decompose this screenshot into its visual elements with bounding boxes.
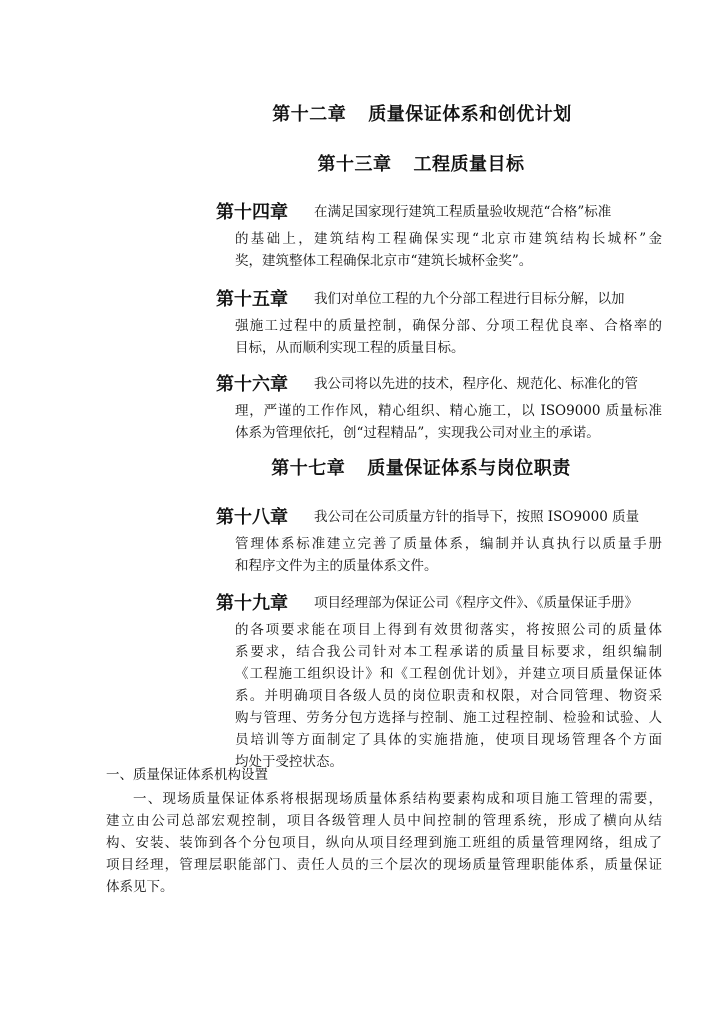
section-paragraph: [106, 788, 662, 898]
chapter-19-line: 购与管理、劳务分包方选择与控制、施工过程控制、检验和试验、人: [235, 710, 662, 726]
chapter-18-line: 管理体系标准建立完善了质量体系，编制并认真执行以质量手册: [235, 536, 662, 552]
paragraph-line: 构、安装、装饰到各个分包项目，纵向从项目经理到施工班组的质量管理网络，组成了: [106, 835, 662, 851]
chapter-13-number: 第十三章: [317, 154, 392, 175]
chapter-15-line: 强施工过程中的质量控制，确保分部、分项工程优良率、合格率的: [235, 318, 662, 334]
chapter-16-line: 体系为管理依托，创“过程精品”，实现我公司对业主的承诺。: [235, 425, 600, 441]
chapter-18-line: 和程序文件为主的质量体系文件。: [235, 558, 438, 574]
chapter-19-first-line: 项目经理部为保证公司《程序文件》、《质量保证手册》: [314, 595, 638, 611]
chapter-12-title: 质量保证体系和创优计划: [368, 104, 572, 125]
chapter-16-number: 第十六章: [216, 374, 288, 395]
chapter-14-line: 奖，建筑整体工程确保北京市“建筑长城杯金奖”。: [235, 253, 533, 269]
chapter-19-line: 的各项要求能在项目上得到有效贯彻落实，将按照公司的质量体: [235, 622, 662, 638]
chapter-13-title: 工程质量目标: [413, 154, 525, 175]
paragraph-line: 建立由公司总部宏观控制，项目各级管理人员中间控制的管理系统，形成了横向从结: [106, 813, 662, 829]
chapter-15-first-line: 我们对单位工程的九个分部工程进行目标分解，以加: [314, 291, 625, 307]
chapter-12-heading: [0, 100, 724, 126]
chapter-18-body: [235, 533, 662, 577]
chapter-17-number: 第十七章: [271, 458, 346, 479]
chapter-19-line: 系要求，结合我公司针对本工程承诺的质量目标要求，组织编制: [235, 644, 662, 660]
chapter-15-line: 目标，从而顺利实现工程的质量目标。: [235, 340, 465, 356]
chapter-19-line: 员培训等方面制定了具体的实施措施，使项目现场管理各个方面: [235, 732, 662, 748]
chapter-17-title: 质量保证体系与岗位职责: [367, 458, 571, 479]
chapter-14-line: 的基础上，建筑结构工程确保实现“北京市建筑结构长城杯”金: [235, 231, 662, 247]
chapter-12-number: 第十二章: [272, 104, 347, 125]
chapter-15-number: 第十五章: [216, 289, 288, 310]
chapter-14-number: 第十四章: [216, 202, 288, 223]
chapter-19-line: 均处于受控状态。: [235, 754, 343, 770]
chapter-19-line: 系。并明确项目各级人员的岗位职责和权限，对合同管理、物资采: [235, 688, 662, 704]
chapter-16-body: [235, 400, 662, 444]
chapter-19-line: 《工程施工组织设计》和《工程创优计划》，并建立项目质量保证体: [235, 666, 662, 682]
chapter-16-first-line: 我公司将以先进的技术，程序化、规范化、标准化的管: [314, 376, 638, 392]
chapter-17-heading: [0, 454, 724, 480]
chapter-16-line: 理，严谨的工作作风，精心组织、精心施工，以 ISO9000 质量标准: [235, 403, 662, 419]
chapter-18-first-line: 我公司在公司质量方针的指导下，按照 ISO9000 质量: [314, 509, 640, 525]
section-heading: 一、质量保证体系机构设置: [106, 767, 268, 783]
chapter-18-number: 第十八章: [216, 507, 288, 528]
chapter-15-body: [235, 315, 662, 359]
chapter-14-body: [235, 228, 662, 272]
chapter-19-body: [235, 619, 662, 773]
paragraph-line: 一、现场质量保证体系将根据现场质量体系结构要素构成和项目施工管理的需要，: [133, 791, 662, 807]
chapter-19-number: 第十九章: [216, 593, 288, 614]
paragraph-line: 项目经理，管理层职能部门、责任人员的三个层次的现场质量管理职能体系，质量保证: [106, 857, 662, 873]
paragraph-line: 体系见下。: [106, 879, 174, 895]
chapter-14-first-line: 在满足国家现行建筑工程质量验收规范“合格”标准: [314, 204, 612, 220]
chapter-13-heading: [0, 150, 724, 176]
